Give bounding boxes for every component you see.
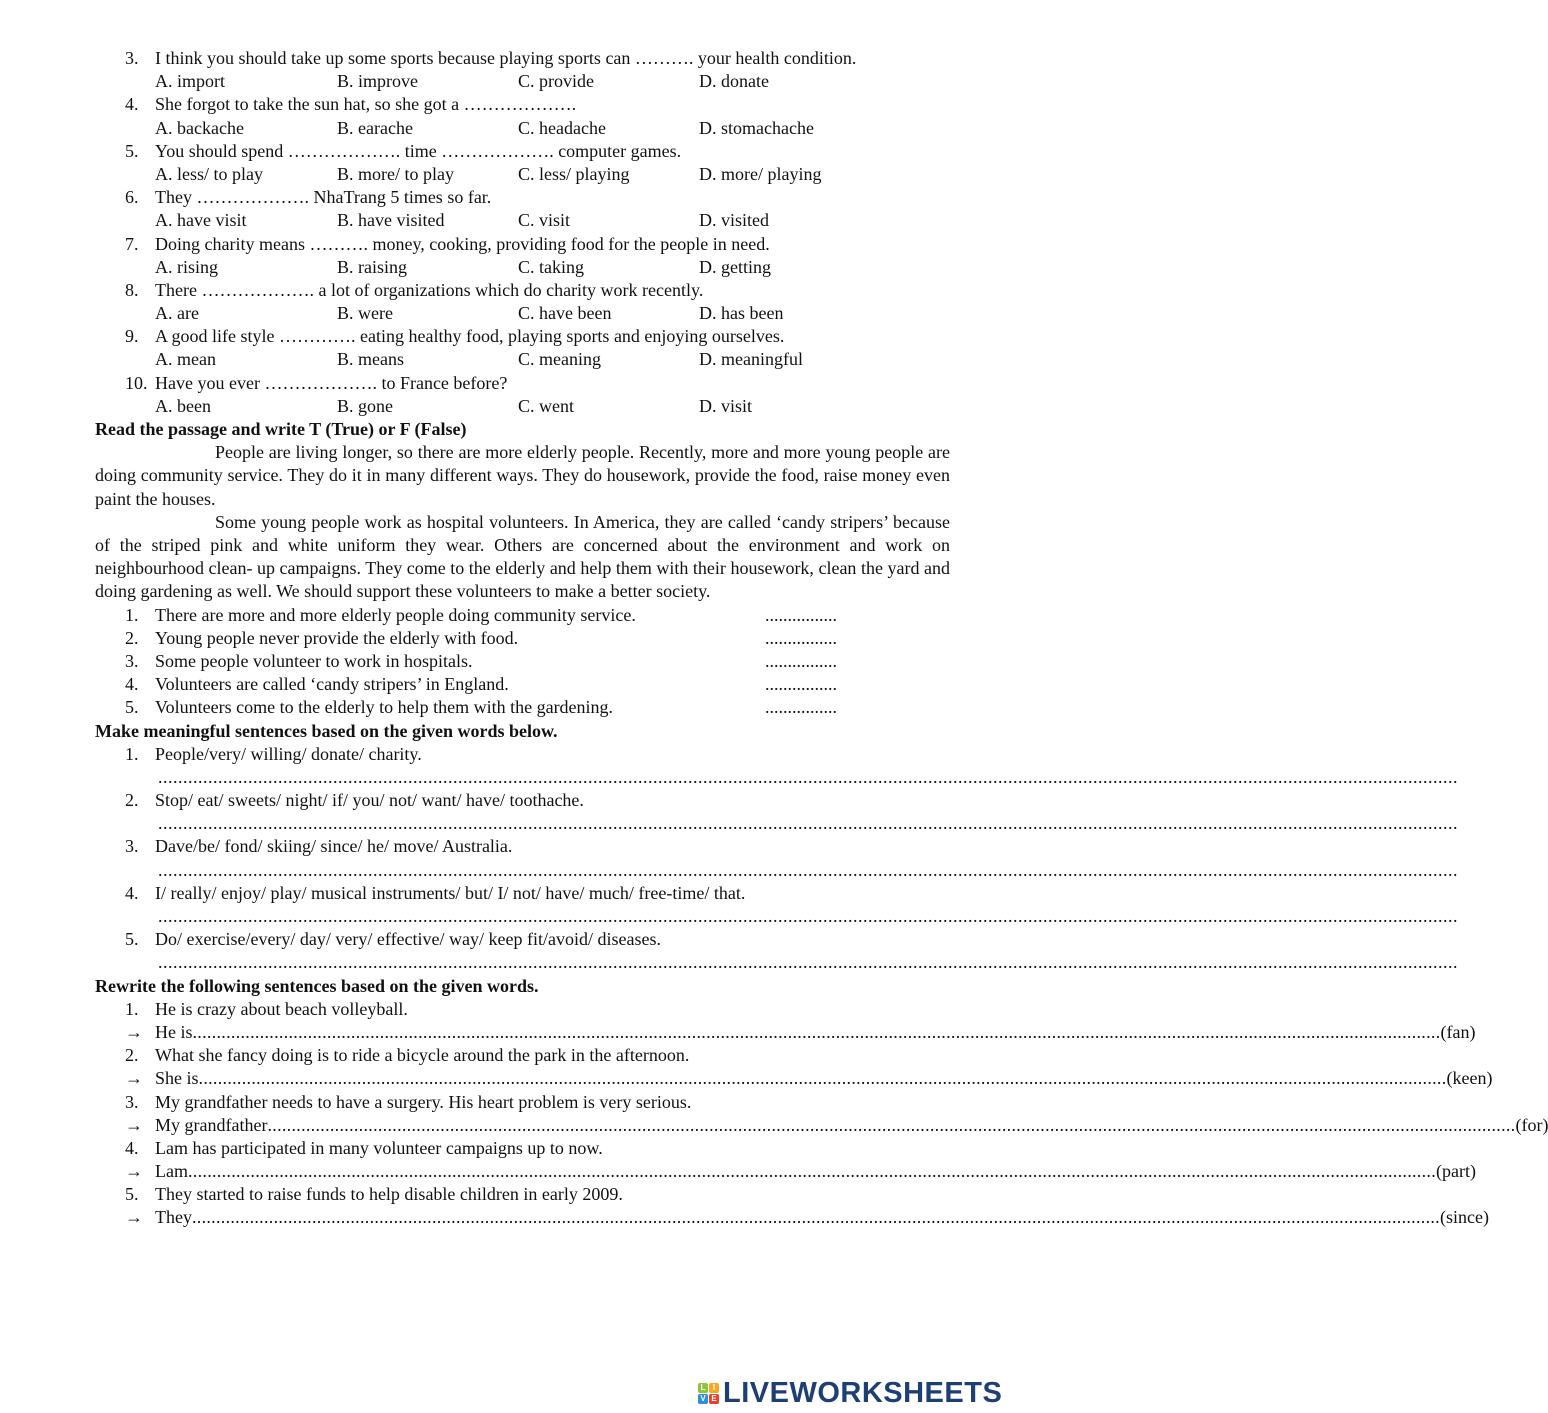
original-sentence: Lam has participated in many volunteer campaigns up to now.: [155, 1137, 603, 1158]
question-text: Doing charity means ………. money, cooking, providing food for the people in need.: [155, 233, 770, 254]
hint-word: (keen): [1446, 1068, 1493, 1089]
item-number: 1.: [125, 998, 139, 1019]
question-text: She forgot to take the sun hat, so she got a ……………….: [155, 94, 577, 115]
answer-line: [0, 812, 1458, 835]
question-row: [0, 93, 1000, 116]
answer-option[interactable]: D. more/ playing: [699, 163, 822, 184]
logo-text: LIVEWORKSHEETS: [723, 1377, 1003, 1409]
sentence-start: She is: [155, 1068, 199, 1089]
question-number: 9.: [125, 326, 139, 347]
question-row: [0, 325, 1000, 348]
answer-input[interactable]: ....................................................................................................................................................................................................................................................................: [267, 1114, 1516, 1135]
question-text: They ………………. NhaTrang 5 times so far.: [155, 187, 492, 208]
rewrite-prompt: [0, 998, 1000, 1021]
answer-option[interactable]: B. earache: [337, 117, 413, 138]
statement-text: Volunteers come to the elderly to help them with the gardening.: [155, 697, 614, 718]
question-number: 8.: [125, 279, 139, 300]
options-row: [0, 395, 1000, 418]
rewrite-row: [155, 1114, 1548, 1137]
question-row: [0, 140, 1000, 163]
worksheet-content: [0, 47, 1548, 1230]
original-sentence: What she fancy doing is to ride a bicycle around the park in the afternoon.: [155, 1045, 690, 1066]
true-false-item: [0, 604, 1000, 627]
arrow-icon: →: [125, 1114, 143, 1135]
statement-text: There are more and more elderly people doing community service.: [155, 604, 636, 625]
hint-word: (since): [1439, 1207, 1489, 1228]
answer-line: [0, 951, 1458, 974]
question-number: 10.: [125, 372, 148, 393]
options-row: [0, 70, 1000, 93]
item-number: 4.: [125, 1137, 139, 1158]
section-heading: [0, 418, 1000, 441]
original-sentence: My grandfather needs to have a surgery. His heart problem is very serious.: [155, 1091, 692, 1112]
item-number: 5.: [125, 697, 139, 718]
options-row: [0, 163, 1000, 186]
original-sentence: They started to raise funds to help disable children in early 2009.: [155, 1184, 623, 1205]
options-row: [0, 256, 1000, 279]
answer-option[interactable]: D. stomachache: [699, 117, 814, 138]
answer-option[interactable]: A. rising: [155, 256, 218, 277]
sentence-prompt: [0, 928, 1000, 951]
answer-option[interactable]: D. donate: [699, 71, 769, 92]
rewrite-row: [155, 1160, 1476, 1183]
answer-option[interactable]: D. visited: [699, 210, 769, 231]
passage-paragraph: People are living longer, so there are more elderly people. Recently, more and more young people are doing community service. They do it in many different ways. They do housework, provide the food, raise money even paint the houses.: [95, 442, 950, 509]
question-row: [0, 186, 1000, 209]
arrow-icon: →: [125, 1207, 143, 1228]
answer-option[interactable]: B. more/ to play: [337, 163, 454, 184]
passage-paragraph: Some young people work as hospital volunteers. In America, they are called ‘candy stripers’ because of the striped pink and white uniform they wear. Others are concerned about the environment and work on neighbourhood clean- up campaigns. They come to the elderly and help them with their housework, clean the yard and doing gardening as well. We should support these volunteers to make a better society.: [95, 511, 950, 602]
question-text: A good life style …………. eating healthy food, playing sports and enjoying ourselves.: [155, 326, 785, 347]
logo-icon: [698, 1383, 719, 1404]
true-false-item: [0, 673, 1000, 696]
answer-line: [0, 905, 1458, 928]
arrow-icon: →: [125, 1068, 143, 1089]
answer-blank[interactable]: ................: [765, 674, 837, 695]
answer-input[interactable]: ....................................................................................................................................................................................................................................................................: [191, 1207, 1440, 1228]
logo-letter: E: [709, 1394, 719, 1404]
answer-option[interactable]: A. less/ to play: [155, 163, 263, 184]
sentence-start: Lam: [155, 1161, 188, 1182]
item-number: 1.: [125, 743, 139, 764]
question-row: [0, 279, 1000, 302]
answer-input[interactable]: ....................................................................................................................................................................................................................................................................: [158, 813, 1458, 834]
answer-option[interactable]: A. mean: [155, 349, 216, 370]
question-text: You should spend ………………. time ………………. computer games.: [155, 140, 682, 161]
reading-heading: Read the passage and write T (True) or F (False): [95, 419, 467, 439]
question-text: Have you ever ………………. to France before?: [155, 372, 508, 393]
prompt-words: Do/ exercise/every/ day/ very/ effective/ way/ keep fit/avoid/ diseases.: [155, 929, 661, 950]
true-false-item: [0, 650, 1000, 673]
item-number: 4.: [125, 674, 139, 695]
answer-option[interactable]: D. has been: [699, 303, 784, 324]
answer-blank[interactable]: ................: [765, 627, 837, 648]
liveworksheets-logo: [698, 1377, 1002, 1410]
item-number: 3.: [125, 650, 139, 671]
rewrite-answer-line: [0, 1021, 1476, 1044]
item-number: 2.: [125, 1045, 139, 1066]
question-number: 3.: [125, 48, 139, 68]
sentence-start: They: [155, 1207, 192, 1228]
arrow-icon: →: [125, 1021, 143, 1042]
answer-option[interactable]: C. went: [518, 395, 574, 416]
rewrite-answer-line: [0, 1114, 1548, 1137]
sentence-start: He is: [155, 1021, 193, 1042]
question-row: [0, 372, 1000, 395]
answer-blank[interactable]: ................: [765, 650, 837, 671]
hint-word: (for): [1515, 1114, 1548, 1135]
rewrite-row: [155, 1067, 1493, 1090]
logo-letter: I: [709, 1383, 719, 1393]
question-text: There ………………. a lot of organizations which do charity work recently.: [155, 279, 704, 300]
answer-option[interactable]: C. meaning: [518, 349, 601, 370]
logo-letter: L: [698, 1383, 708, 1393]
question-text: I think you should take up some sports because playing sports can ………. your health condition.: [155, 48, 857, 68]
section-heading: [0, 720, 1000, 743]
answer-option[interactable]: D. meaningful: [699, 349, 803, 370]
answer-input[interactable]: ....................................................................................................................................................................................................................................................................: [192, 1021, 1441, 1042]
options-row: [0, 302, 1000, 325]
answer-option[interactable]: A. are: [155, 303, 199, 324]
answer-option[interactable]: B. were: [337, 303, 393, 324]
question-row: [0, 47, 1000, 70]
answer-blank[interactable]: ................: [765, 697, 837, 718]
prompt-words: Stop/ eat/ sweets/ night/ if/ you/ not/ want/ have/ toothache.: [155, 790, 584, 811]
item-number: 2.: [125, 790, 139, 811]
answer-option[interactable]: C. headache: [518, 117, 606, 138]
answer-line: [0, 766, 1458, 789]
prompt-words: I/ really/ enjoy/ play/ musical instruments/ but/ I/ not/ have/ much/ free-time/ that.: [155, 882, 746, 903]
answer-option[interactable]: C. taking: [518, 256, 584, 277]
prompt-words: Dave/be/ fond/ skiing/ since/ he/ move/ Australia.: [155, 836, 513, 857]
rewrite-prompt: [0, 1183, 1000, 1206]
item-number: 4.: [125, 882, 139, 903]
statement-text: Young people never provide the elderly with food.: [155, 627, 519, 648]
item-number: 5.: [125, 929, 139, 950]
sentences-heading: Make meaningful sentences based on the given words below.: [95, 720, 558, 741]
statement-text: Some people volunteer to work in hospitals.: [155, 650, 473, 671]
true-false-item: [0, 627, 1000, 650]
options-row: [0, 117, 1000, 140]
answer-option[interactable]: A. backache: [155, 117, 244, 138]
answer-blank[interactable]: ................: [765, 604, 837, 625]
rewrite-prompt: [0, 1044, 1000, 1067]
answer-option[interactable]: C. visit: [518, 210, 571, 231]
question-row: [0, 233, 1000, 256]
rewrite-prompt: [0, 1137, 1000, 1160]
answer-option[interactable]: B. means: [337, 349, 404, 370]
answer-input[interactable]: ....................................................................................................................................................................................................................................................................: [198, 1068, 1447, 1089]
sentence-prompt: [0, 789, 1000, 812]
question-number: 5.: [125, 140, 139, 161]
answer-input[interactable]: ....................................................................................................................................................................................................................................................................: [188, 1161, 1436, 1182]
sentence-prompt: [0, 835, 1000, 858]
answer-option[interactable]: C. provide: [518, 71, 594, 92]
answer-option[interactable]: B. improve: [337, 71, 418, 92]
hint-word: (part): [1436, 1161, 1476, 1182]
sentence-prompt: [0, 743, 1000, 766]
answer-option[interactable]: B. gone: [337, 395, 393, 416]
answer-option[interactable]: A. have visit: [155, 210, 247, 231]
hint-word: (fan): [1440, 1021, 1476, 1042]
question-number: 7.: [125, 233, 139, 254]
logo-letter: V: [698, 1394, 708, 1404]
item-number: 1.: [125, 604, 139, 625]
item-number: 2.: [125, 627, 139, 648]
answer-option[interactable]: A. import: [155, 71, 225, 92]
answer-input[interactable]: ....................................................................................................................................................................................................................................................................: [158, 859, 1458, 880]
original-sentence: He is crazy about beach volleyball.: [155, 998, 408, 1019]
sentence-prompt: [0, 882, 1000, 905]
options-row: [0, 348, 1000, 371]
rewrite-row: [155, 1021, 1476, 1044]
options-row: [0, 209, 1000, 232]
rewrite-answer-line: [0, 1067, 1493, 1090]
answer-option[interactable]: A. been: [155, 395, 211, 416]
answer-option[interactable]: C. less/ playing: [518, 163, 630, 184]
answer-option[interactable]: D. visit: [699, 395, 753, 416]
answer-option[interactable]: B. have visited: [337, 210, 445, 231]
rewrite-answer-line: [0, 1206, 1489, 1229]
item-number: 3.: [125, 836, 139, 857]
question-number: 6.: [125, 187, 139, 208]
answer-input[interactable]: ....................................................................................................................................................................................................................................................................: [158, 766, 1458, 787]
sentence-start: My grandfather: [155, 1114, 268, 1135]
rewrite-prompt: [0, 1091, 1000, 1114]
answer-option[interactable]: D. getting: [699, 256, 771, 277]
answer-input[interactable]: ....................................................................................................................................................................................................................................................................: [158, 952, 1458, 973]
prompt-words: People/very/ willing/ donate/ charity.: [155, 743, 422, 764]
section-heading: [0, 975, 1000, 998]
arrow-icon: →: [125, 1161, 143, 1182]
answer-option[interactable]: B. raising: [337, 256, 407, 277]
true-false-item: [0, 696, 1000, 719]
answer-line: [0, 859, 1458, 882]
question-number: 4.: [125, 94, 139, 115]
answer-option[interactable]: C. have been: [518, 303, 612, 324]
rewrite-heading: Rewrite the following sentences based on the given words.: [95, 975, 539, 996]
answer-input[interactable]: ....................................................................................................................................................................................................................................................................: [158, 906, 1458, 927]
statement-text: Volunteers are called ‘candy stripers’ in England.: [155, 674, 509, 695]
item-number: 5.: [125, 1184, 139, 1205]
item-number: 3.: [125, 1091, 139, 1112]
rewrite-answer-line: [0, 1160, 1476, 1183]
rewrite-row: [155, 1206, 1489, 1229]
